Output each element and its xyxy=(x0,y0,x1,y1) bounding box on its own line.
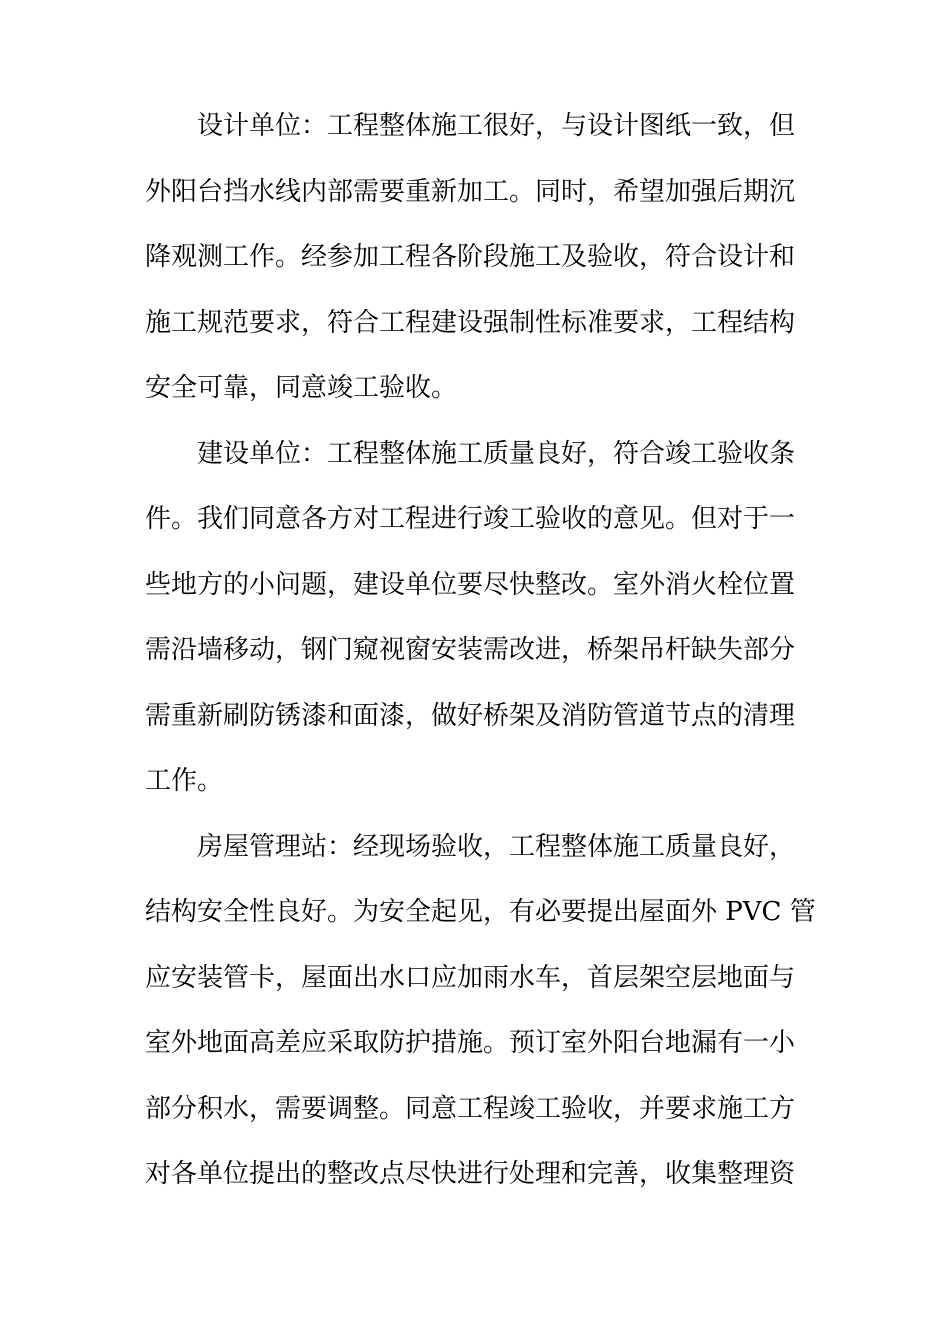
text-line: 些地方的小问题，建设单位要尽快整改。室外消火栓位置 xyxy=(145,569,796,600)
text-line: 需重新刷防锈漆和面漆，做好桥架及消防管道节点的清理 xyxy=(145,700,796,731)
text-line: 设计单位：工程整体施工很好，与设计图纸一致，但 xyxy=(197,111,796,141)
text-line: 结构安全性良好。为安全起见，有必要提出屋面外 PVC 管 xyxy=(145,897,816,927)
text-line: 工作。 xyxy=(145,766,224,796)
text-line: 施工规范要求，符合工程建设强制性标准要求，工程结构 xyxy=(145,307,796,338)
paragraph-construction-unit xyxy=(145,422,796,815)
text-line: 室外地面高差应采取防护措施。预订室外阳台地漏有一小 xyxy=(145,1028,796,1058)
text-line: 需沿墙移动，钢门窥视窗安装需改进，桥架吊杆缺失部分 xyxy=(145,635,796,665)
text-line: 对各单位提出的整改点尽快进行处理和完善，收集整理资 xyxy=(145,1159,796,1189)
paragraph-design-unit xyxy=(145,94,796,422)
paragraph-housing-management-station xyxy=(145,815,816,1208)
text-line: 外阳台挡水线内部需要重新加工。同时，希望加强后期沉 xyxy=(145,176,796,207)
text-line: 部分积水，需要调整。同意工程竣工验收，并要求施工方 xyxy=(145,1093,796,1124)
text-line: 降观测工作。经参加工程各阶段施工及验收，符合设计和 xyxy=(145,242,796,272)
text-line: 安全可靠，同意竣工验收。 xyxy=(145,373,458,403)
text-line: 应安装管卡，屋面出水口应加雨水车，首层架空层地面与 xyxy=(145,962,796,993)
text-line: 房屋管理站：经现场验收，工程整体施工质量良好， xyxy=(197,831,796,862)
text-line: 建设单位：工程整体施工质量良好，符合竣工验收条 xyxy=(197,438,796,469)
text-line: 件。我们同意各方对工程进行竣工验收的意见。但对于一 xyxy=(145,504,796,534)
